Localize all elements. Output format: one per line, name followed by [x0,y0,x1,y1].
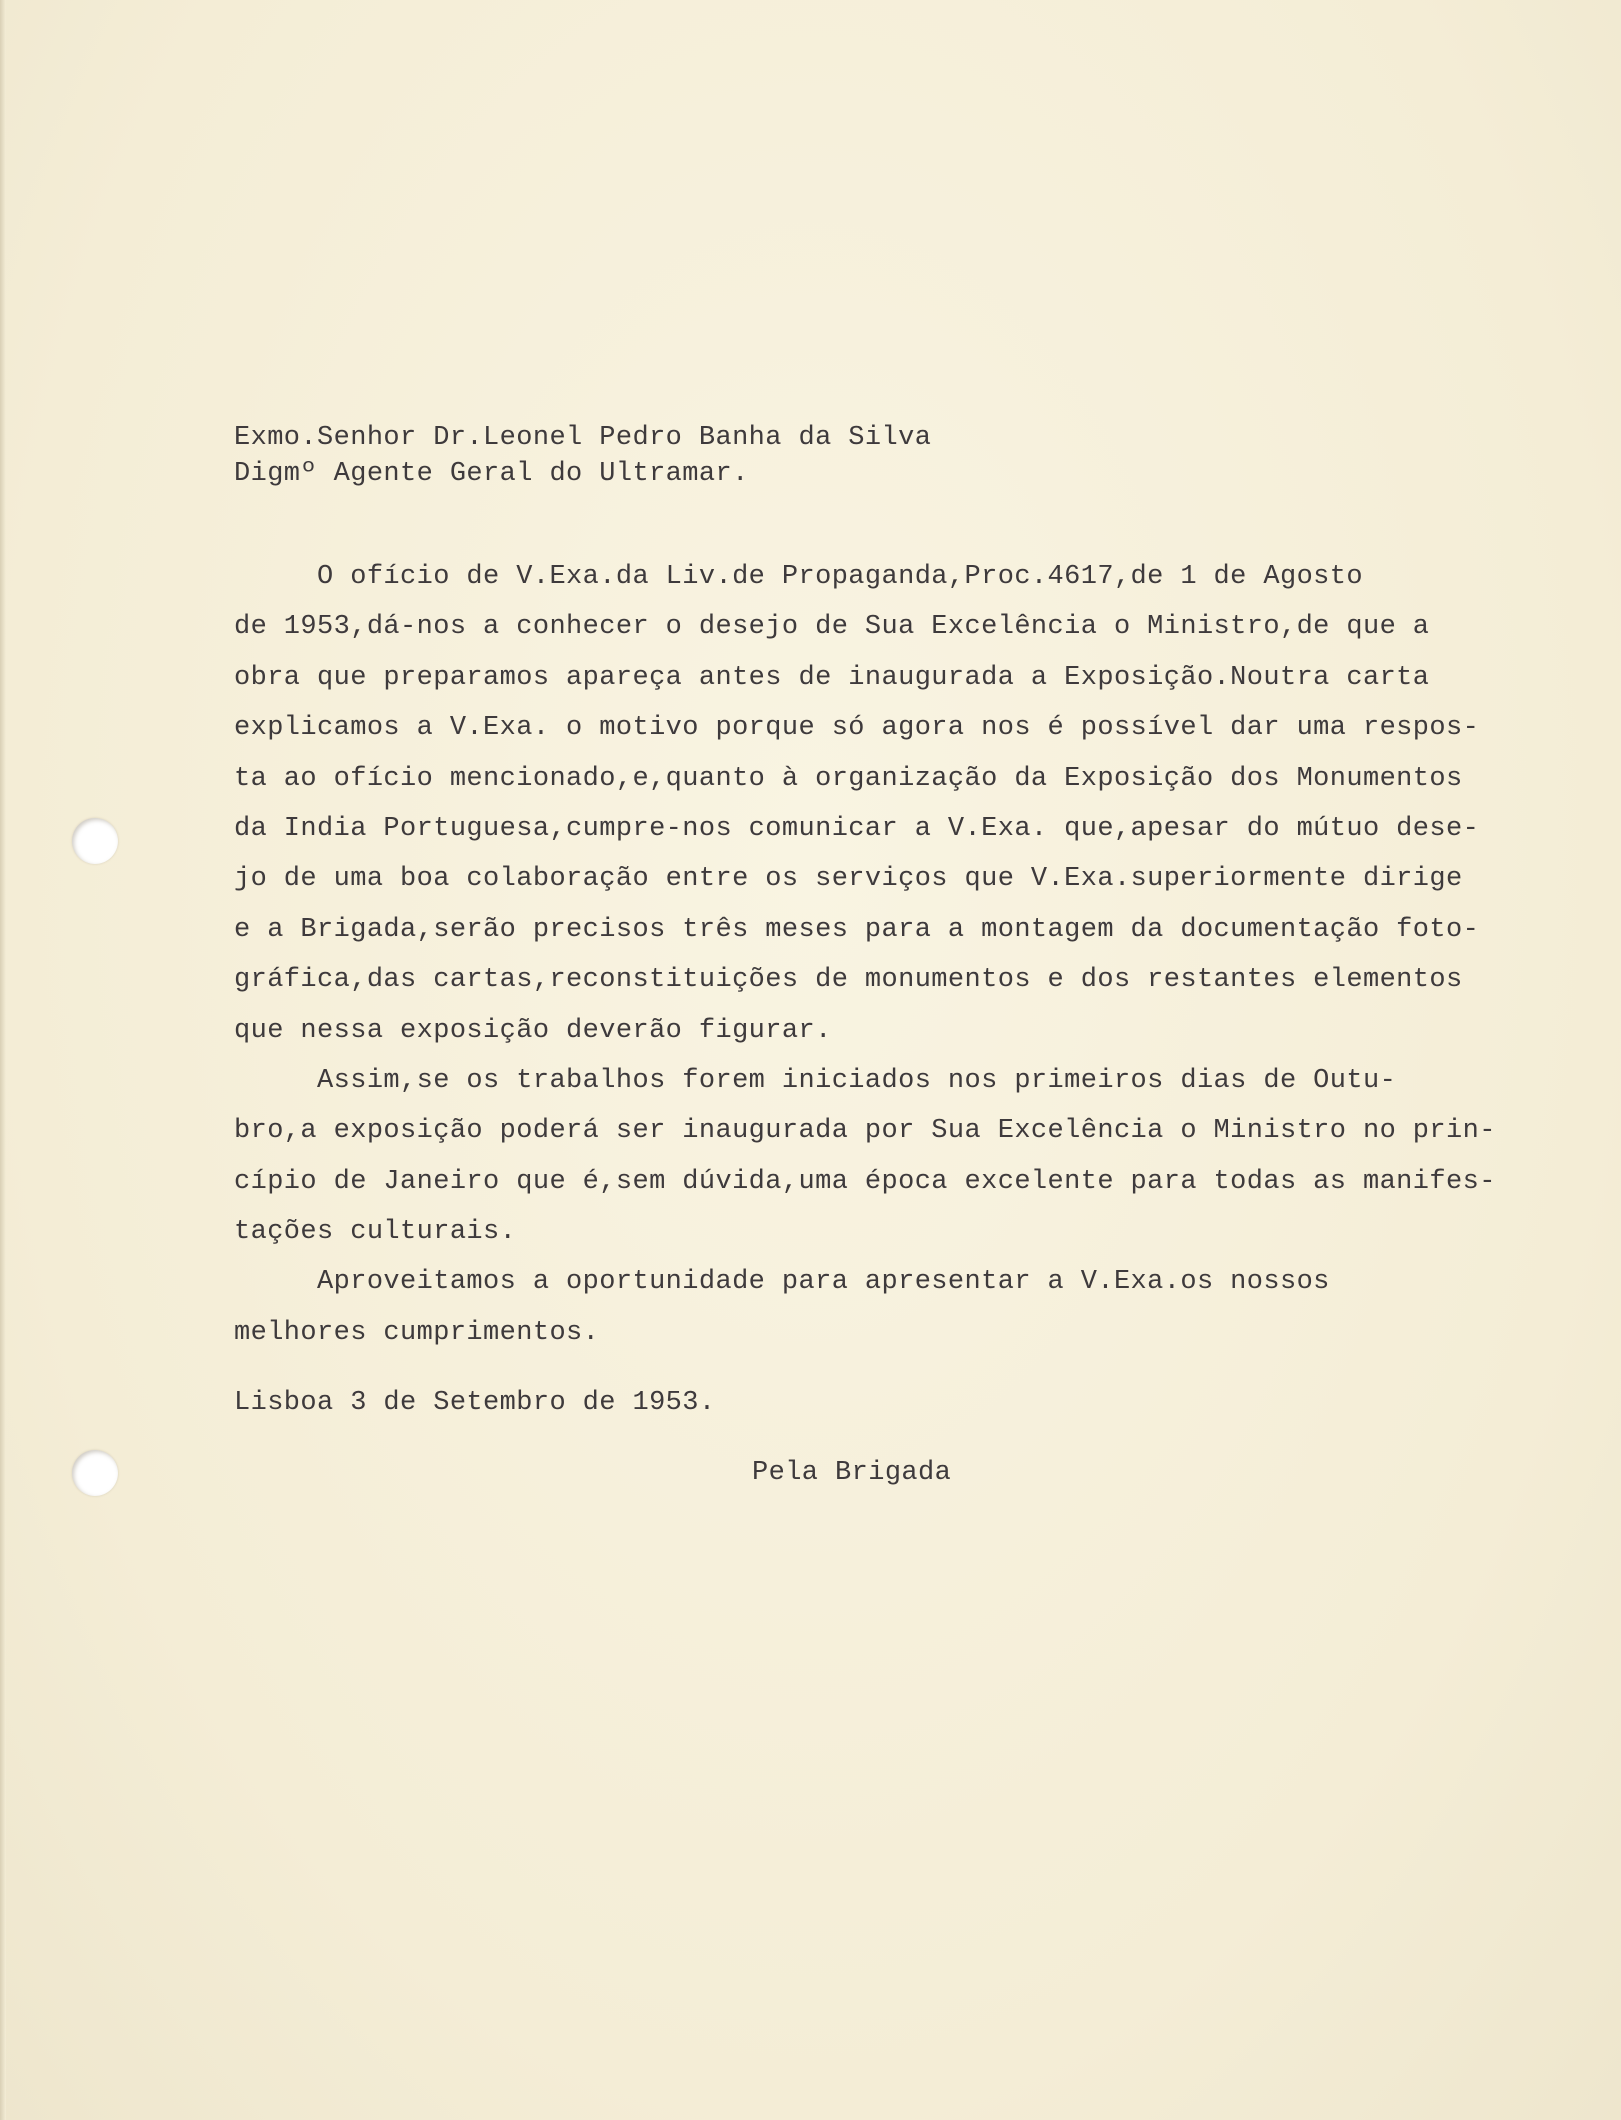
body-line: explicamos a V.Exa. o motivo porque só agora nos é possível dar uma respos- [234,713,1480,744]
body-line: O ofício de V.Exa.da Liv.de Propaganda,Proc.4617,de 1 de Agosto [234,562,1363,592]
body-line: tações culturais. [234,1217,517,1248]
body-line: obra que preparamos apareça antes de inaugurada a Exposição.Noutra carta [234,662,1430,693]
punch-hole-top [72,818,118,864]
body-line: de 1953,dá-nos a conhecer o desejo de Sua Excelência o Ministro,de que a [234,612,1430,643]
body-line: Aproveitamos a oportunidade para apresentar a V.Exa.os nossos [234,1267,1330,1298]
body-line: que nessa exposição deverão figurar. [234,1015,832,1046]
addressee-block [234,420,931,492]
addressee-title: Digmº Agente Geral do Ultramar. [234,459,749,489]
body-line: jo de uma boa colaboração entre os serviços que V.Exa.superiormente dirige [234,864,1463,895]
signature: Pela Brigada [752,1458,952,1488]
body-line: da India Portuguesa,cumpre-nos comunicar a V.Exa. que,apesar do mútuo dese- [234,813,1480,844]
body-line: cípio de Janeiro que é,sem dúvida,uma época excelente para todas as manifes- [234,1166,1496,1197]
body-line: e a Brigada,serão precisos três meses para a montagem da documentação foto- [234,914,1480,945]
page-edge [0,0,6,2120]
punch-hole-bottom [72,1450,118,1496]
body-line: bro,a exposição poderá ser inaugurada por Sua Excelência o Ministro no prin- [234,1116,1496,1147]
place-date: Lisboa 3 de Setembro de 1953. [234,1388,716,1418]
body-line: ta ao ofício mencionado,e,quanto à organização da Exposição dos Monumentos [234,763,1463,794]
body-line: gráfica,das cartas,reconstituições de monumentos e dos restantes elementos [234,965,1463,996]
body-line: Assim,se os trabalhos forem iniciados nos primeiros dias de Outu- [234,1065,1397,1096]
addressee-name: Exmo.Senhor Dr.Leonel Pedro Banha da Silva [234,423,932,453]
body-line: melhores cumprimentos. [234,1317,600,1348]
letter-body [234,552,1496,1358]
